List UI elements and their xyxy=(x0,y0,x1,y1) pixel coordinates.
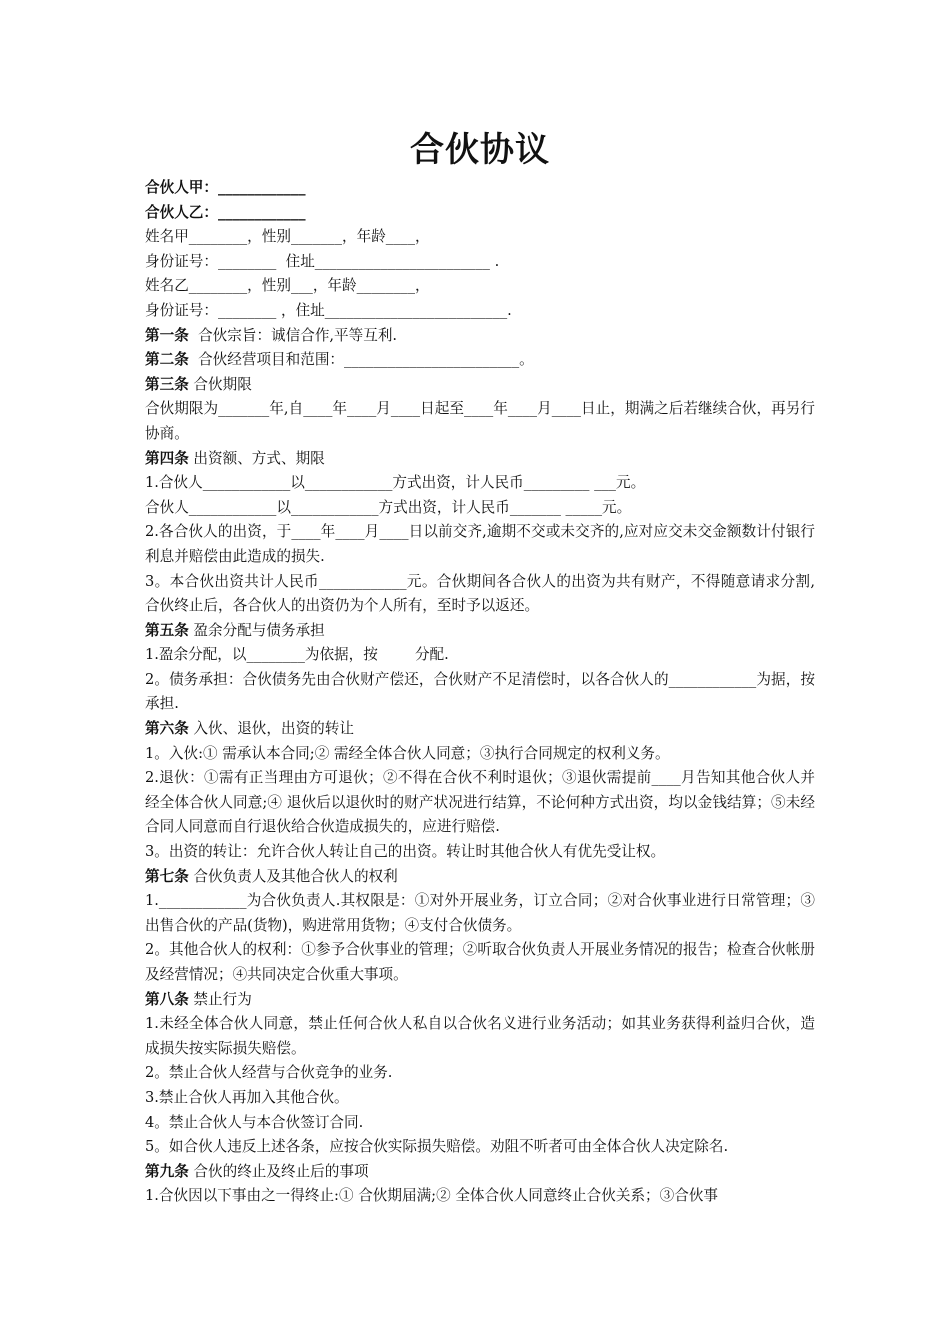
article-text: 出资额、方式、期限 xyxy=(188,449,325,467)
article-heading: 第四条 xyxy=(145,449,189,467)
paragraph: 1.____________为合伙负责人.其权限是：①对外开展业务，订立合同；②对合伙事业进行日常管理；③出售合伙的产品(货物)，购进常用货物；④支付合伙债务。 xyxy=(145,892,815,934)
paragraph: 合伙人____________以____________方式出资，计人民币_______ _____元。 xyxy=(145,498,632,516)
party-b-line: 合伙人乙：____________ xyxy=(145,203,306,221)
article-8 xyxy=(145,988,815,1013)
article-text: 合伙的终止及终止后的事项 xyxy=(188,1162,369,1180)
article-text: 合伙负责人及其他合伙人的权利 xyxy=(188,867,398,885)
article-9 xyxy=(145,1160,815,1185)
article-text: 合伙经营项目和范围：________________________。 xyxy=(188,351,534,369)
info-line: 姓名甲________，性别_______，年龄____， xyxy=(145,228,430,246)
article-heading: 第五条 xyxy=(145,621,189,639)
info-line: 姓名乙________，性别___，年龄________， xyxy=(145,277,430,295)
article-3 xyxy=(145,373,815,398)
info-line: 身份证号：________ 住址________________________ . xyxy=(145,252,500,270)
paragraph: 1.合伙因以下事由之一得终止:① 合伙期届满;② 全体合伙人同意终止合伙关系；③合伙事 xyxy=(145,1187,719,1205)
paragraph: 1。入伙:① 需承认本合同;② 需经全体合伙人同意；③执行合同规定的权利义务。 xyxy=(145,744,670,762)
paragraph: 合伙期限为_______年,自____年____月____日起至____年____月____日止，期满之后若继续合伙，再另行协商。 xyxy=(145,400,815,442)
paragraph: 3.禁止合伙人再加入其他合伙。 xyxy=(145,1088,349,1106)
article-2 xyxy=(145,348,815,373)
party-a-line: 合伙人甲：____________ xyxy=(145,179,306,196)
article-text: 入伙、退伙，出资的转让 xyxy=(188,720,354,738)
article-text: 合伙宗旨：诚信合作,平等互利. xyxy=(188,326,398,344)
article-heading: 第九条 xyxy=(145,1162,189,1180)
paragraph: 4。禁止合伙人与本合伙签订合同. xyxy=(145,1113,364,1131)
article-7 xyxy=(145,865,815,890)
paragraph: 2。债务承担：合伙债务先由合伙财产偿还，合伙财产不足清偿时，以各合伙人的____________为据，按 承担. xyxy=(145,670,853,713)
article-text: 合伙期限 xyxy=(188,375,252,393)
paragraph: 2.退伙：①需有正当理由方可退伙；②不得在合伙不利时退伙；③退伙需提前____月告知其他合伙人并经全体合伙人同意;④ 退伙后以退伙时的财产状况进行结算，不论何种方式出资，均以金钱结算；⑤未经合同人同意而自行退伙给合伙造成损失的，应进行赔偿. xyxy=(145,769,815,836)
paragraph: 2。其他合伙人的权利：①参予合伙事业的管理；②听取合伙负责人开展业务情况的报告；检查合伙帐册及经营情况；④共同决定合伙重大事项。 xyxy=(145,941,815,983)
info-line: 身份证号：________ ，住址_________________________. xyxy=(145,301,512,319)
article-text: 禁止行为 xyxy=(188,990,252,1008)
article-1 xyxy=(145,324,815,349)
paragraph: 5。如合伙人违反上述各条，应按合伙实际损失赔偿。劝阻不听者可由全体合伙人决定除名. xyxy=(145,1138,729,1156)
paragraph: 1.合伙人____________以____________方式出资，计人民币_________ ___元。 xyxy=(145,474,646,492)
paragraph: 3。出资的转让：允许合伙人转让自己的出资。转让时其他合伙人有优先受让权。 xyxy=(145,843,666,861)
paragraph: 2.各合伙人的出资，于____年____月____日以前交齐,逾期不交或未交齐的,应对应交未交金额数计付银行利息并赔偿由此造成的损失. xyxy=(145,523,815,565)
article-heading: 第六条 xyxy=(145,720,189,738)
paragraph: 1.盈余分配，以________为依据，按 分配. xyxy=(145,646,449,664)
article-heading: 第八条 xyxy=(145,990,189,1008)
article-4 xyxy=(145,447,815,472)
article-heading: 第七条 xyxy=(145,867,189,885)
article-heading: 第三条 xyxy=(145,375,189,393)
paragraph: 3。本合伙出资共计人民币____________元。合伙期间各合伙人的出资为共有财产，不得随意请求分割,合伙终止后，各合伙人的出资仍为个人所有，至时予以返还。 xyxy=(145,572,815,615)
document-page xyxy=(145,128,853,1209)
article-heading: 第二条 xyxy=(145,351,189,369)
paragraph: 2。禁止合伙人经营与合伙竞争的业务. xyxy=(145,1064,393,1082)
paragraph: 1.未经全体合伙人同意，禁止任何合伙人私自以合伙名义进行业务活动；如其业务获得利益归合伙，造成损失按实际损失赔偿。 xyxy=(145,1015,815,1057)
document-title: 合伙协议 xyxy=(410,130,550,170)
article-heading: 第一条 xyxy=(145,326,189,344)
article-5 xyxy=(145,619,815,644)
article-text: 盈余分配与债务承担 xyxy=(188,621,325,639)
article-6 xyxy=(145,717,815,742)
